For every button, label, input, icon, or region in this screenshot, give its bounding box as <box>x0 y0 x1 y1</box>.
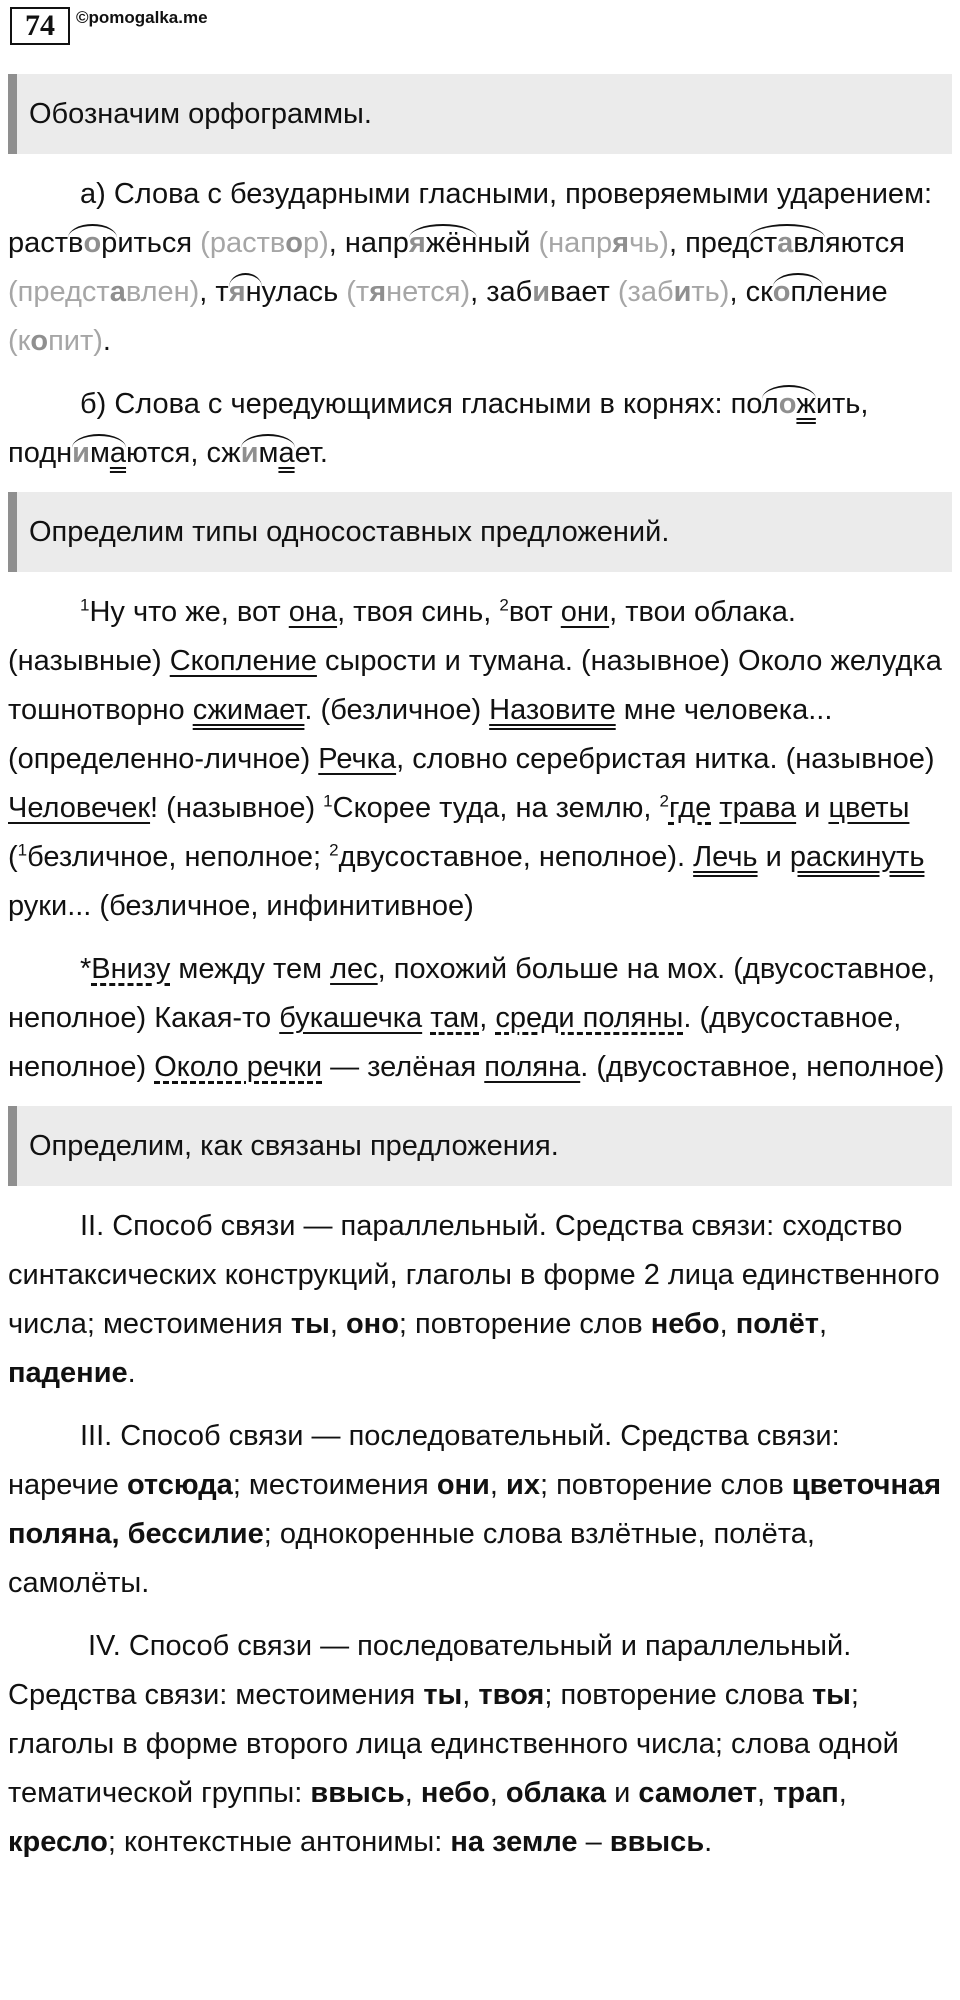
bold-term: они <box>436 1469 490 1501</box>
text-run: Лечь <box>693 841 758 873</box>
word: представляются <box>685 224 905 259</box>
text-run: – <box>577 1826 610 1858</box>
text-run: , <box>489 1777 506 1809</box>
bold-term: ты <box>423 1679 463 1711</box>
text-run: , <box>462 1679 479 1711</box>
bold-term: полёт <box>735 1308 819 1340</box>
paragraph-types-2 <box>8 945 952 1092</box>
text-run: они <box>560 596 610 628</box>
page-header <box>10 6 208 46</box>
text-run: Человечек <box>8 792 151 824</box>
paragraph-a: а) Слова с безударными гласными, проверяемыми ударением: раствориться (раствор), напряжённый (напрячь), представляются (представлен), тянулась (тянется), забивает (забить), скопление (копит). <box>8 178 933 357</box>
section-heading-links: Определим, как связаны предложения. <box>8 1106 952 1186</box>
text-run: II. Способ связи — параллельный. Средства связи: сходство синтаксических конструкций, глаголы в форме 2 лица единственного числа; местоимения <box>8 1210 940 1340</box>
check-word: (раствор) <box>200 227 329 259</box>
bold-term: облака <box>505 1777 607 1809</box>
text-run: и <box>796 792 829 824</box>
text-run: , <box>404 1777 421 1809</box>
footnote-index: 1 <box>323 791 333 811</box>
text-run: трава <box>719 792 797 824</box>
bold-term: небо <box>420 1777 490 1809</box>
bold-term: падение <box>8 1357 128 1389</box>
check-word: (представлен) <box>8 276 200 308</box>
footnote-index: 2 <box>499 595 509 615</box>
text-run: , <box>479 1002 496 1034</box>
section-heading-spelling: Обозначим орфограммы. <box>8 74 952 154</box>
bold-term: ты <box>811 1679 851 1711</box>
bold-term: небо <box>650 1308 720 1340</box>
text-run: ( <box>8 841 18 873</box>
text-run: и <box>757 841 790 873</box>
text-run: среди поляны <box>495 1002 684 1034</box>
check-word: (напрячь) <box>538 227 669 259</box>
text-run: ! (назывное) <box>150 792 324 824</box>
check-word: (тянется) <box>346 276 471 308</box>
word: поднимаются <box>8 434 190 469</box>
bold-term: ввысь <box>609 1826 705 1858</box>
text-run: * <box>80 953 92 985</box>
bold-term: кресло <box>8 1826 108 1858</box>
text-run: раскинуть <box>789 841 925 873</box>
text-run: III. Способ связи — последовательный. Средства связи: наречие <box>8 1420 840 1501</box>
bold-term: твоя <box>478 1679 545 1711</box>
text: а) Слова с безударными гласными, проверяемыми ударением: <box>80 178 933 210</box>
text-run: Назовите <box>489 694 616 726</box>
word: положить <box>731 385 861 420</box>
text-run: поляна <box>484 1051 581 1083</box>
text-run: между тем <box>170 953 331 985</box>
word: тянулась <box>215 273 338 308</box>
footnote-index: 2 <box>329 840 339 860</box>
text-run: Внизу <box>91 953 171 985</box>
bold-term: цветочная поляна, бессилие <box>8 1469 942 1550</box>
bold-term: их <box>506 1469 540 1501</box>
text-run: Скопление <box>169 645 317 677</box>
text-run: , <box>757 1777 774 1809</box>
bold-term: самолет <box>638 1777 758 1809</box>
text-run: Речка <box>318 743 397 775</box>
text-run: , <box>329 1308 346 1340</box>
text-run: Около речки <box>154 1051 323 1083</box>
text-run: . (двусоставное, неполное) <box>8 1002 902 1083</box>
text-run: сжимает <box>192 694 305 726</box>
bold-term: ввысь <box>310 1777 405 1809</box>
text-run: двусоставное, неполное). <box>338 841 694 873</box>
text-run: ; повторение слова <box>544 1679 812 1711</box>
text-run: ; повторение слов <box>398 1308 651 1340</box>
content <box>8 74 952 1881</box>
text-run: Скорее туда, на землю, <box>332 792 660 824</box>
text-run: лес <box>330 953 378 985</box>
text-run: , твоя синь, <box>337 596 500 628</box>
text-run: руки... (безличное, инфинитивное) <box>8 890 474 922</box>
word: забивает <box>486 276 610 308</box>
bold-term: оно <box>345 1308 399 1340</box>
text-run: мне человека... (определенно-личное) <box>8 694 833 775</box>
text-run: , <box>489 1469 507 1501</box>
text-run: . <box>704 1826 713 1858</box>
word: напряжённый <box>345 224 531 259</box>
text-run: . <box>127 1357 136 1389</box>
section-heading-types: Определим типы односоставных предложений. <box>8 492 952 572</box>
text-run: Ну что же, вот <box>89 596 289 628</box>
paragraph-link-2 <box>8 1202 952 1398</box>
text-run: ; глаголы в форме второго лица единственного числа; слова одной тематической группы: <box>8 1679 899 1809</box>
paragraph-types-1 <box>8 588 952 931</box>
bold-term: на земле <box>450 1826 578 1858</box>
footnote-index: 1 <box>80 595 90 615</box>
bold-term: ты <box>290 1308 330 1340</box>
text-run: , <box>819 1308 828 1340</box>
bold-term: отсюда <box>126 1469 233 1501</box>
text-run: , <box>838 1777 847 1809</box>
text-run: ; контекстные антонимы: <box>107 1826 451 1858</box>
text-run: ; повторение слов <box>539 1469 792 1501</box>
text-run: . (безличное) <box>304 694 490 726</box>
footnote-index: 1 <box>17 840 28 860</box>
paragraph-link-3 <box>8 1412 952 1608</box>
text-run: , твои облака. (назывные) <box>8 596 796 677</box>
text-run: — зелёная <box>322 1051 485 1083</box>
check-word: (забить) <box>617 276 730 308</box>
text: б) Слова с чередующимися гласными в корнях: <box>80 388 723 420</box>
text-run: IV. Способ связи — последовательный и параллельный. Средства связи: местоимения <box>8 1630 852 1711</box>
text-run <box>422 1002 430 1034</box>
paragraph-link-4 <box>8 1622 952 1867</box>
text-run: и <box>606 1777 639 1809</box>
task-number: 74 <box>10 7 70 45</box>
text-run: безличное, неполное; <box>27 841 330 873</box>
text-run: там <box>430 1002 480 1034</box>
word: скопление <box>746 273 888 308</box>
bold-term: трап <box>773 1777 839 1809</box>
text-run: . (двусоставное, неполное) <box>580 1051 945 1083</box>
text-run: ; местоимения <box>232 1469 437 1501</box>
text-run: вот <box>508 596 561 628</box>
text-run: сырости и тумана. (назывное) Около желудка тошнотворно <box>8 645 942 726</box>
text-run: , словно серебристая нитка. (назывное) <box>396 743 935 775</box>
word: сжимает <box>206 434 319 469</box>
site-label: ©pomogalka.me <box>76 8 208 27</box>
word: раствориться <box>8 224 192 259</box>
text-run: , похожий больше на мох. (двусоставное, неполное) Какая-то <box>8 953 936 1034</box>
text-run: букашечка <box>279 1002 423 1034</box>
text-run: где <box>668 792 712 824</box>
text-run: она <box>288 596 338 628</box>
text-run: ; однокоренные слова взлётные, полёта, самолёты. <box>8 1518 815 1599</box>
text-run: , <box>719 1308 736 1340</box>
paragraph-b: б) Слова с чередующимися гласными в корнях: положить, поднимаются, сжимает. <box>8 380 952 478</box>
text-run: цветы <box>828 792 910 824</box>
check-word: (копит) <box>8 325 103 357</box>
footnote-index: 2 <box>659 791 669 811</box>
